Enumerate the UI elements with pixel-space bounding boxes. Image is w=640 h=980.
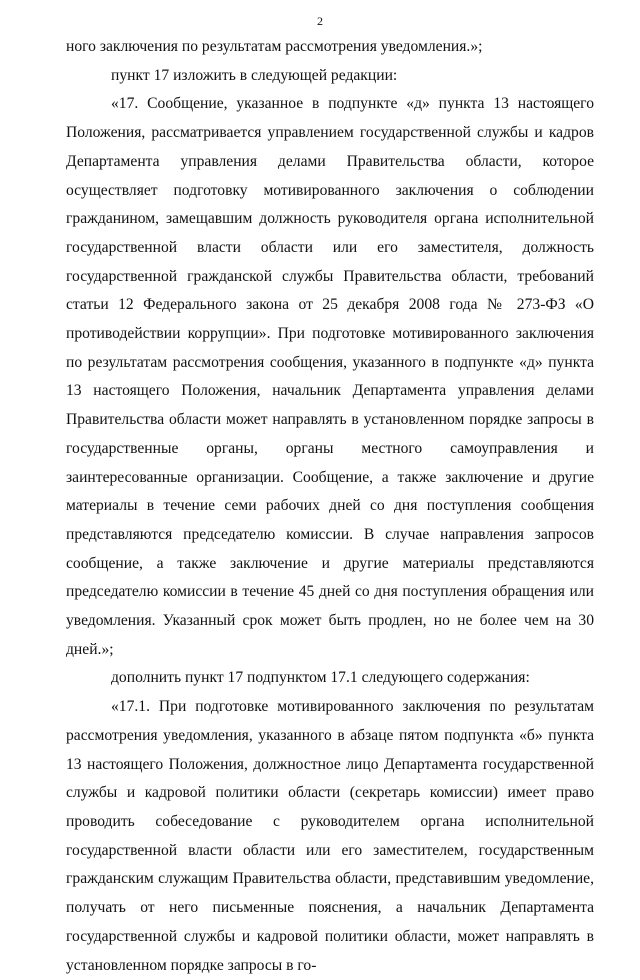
paragraph-item-17-intro: пункт 17 изложить в следующей редакции: xyxy=(111,66,398,84)
paragraph-continuation: ного заключения по результатам рассмотрения уведомления.»; xyxy=(66,38,483,55)
paragraph-item-17-1-intro: дополнить пункт 17 подпунктом 17.1 следующего содержания: xyxy=(111,669,530,687)
paragraph-item-17-1-text: «17.1. При подготовке мотивированного заключения по результатам рассмотрения уведомления, указанного в абзаце пятом подпункта «б» пункта 13 настоящего Положения, должностное лицо Департамента государственной службы и кадровой политики области (секретарь комиссии) имеет право проводить собеседование с руководителем органа исполнительной государственной власти области или его заместителем, государственным гражданским служащим Правительства области, представившим уведомление, получать от него письменные пояснения, а начальник Департамента государственной службы и кадровой политики области, может направлять в установленном порядке запросы в го- xyxy=(66,698,594,974)
document-body xyxy=(66,33,594,980)
page-number: 2 xyxy=(317,14,323,28)
paragraph-item-17-text: «17. Сообщение, указанное в подпункте «д» пункта 13 настоящего Положения, рассматривается управлением государственной службы и кадров Департамента управления делами Правительства области, которое осуществляет подготовку мотивированного заключения о соблюдении гражданином, замещавшим должность руководителя органа исполнительной государственной власти области или его заместителя, должность государственной гражданской службы Правительства области, требований статьи 12 Федерального закона от 25 декабря 2008 года № 273-ФЗ «О противодействии коррупции». При подготовке мотивированного заключения по результатам рассмотрения сообщения, указанного в подпункте «д» пункта 13 настоящего Положения, начальник Департамента управления делами Правительства области может направлять в установленном порядке запросы в государственные органы, органы местного самоуправления и заинтересованные организации. Сообщение, а также заключение и другие материалы в течение семи рабочих дней со дня поступления сообщения представляются председателю комиссии. В случае направления запросов сообщение, а также заключение и другие материалы представляются председателю комиссии в течение 45 дней со дня поступления обращения или уведомления. Указанный срок может быть продлен, но не более чем на 30 дней.»; xyxy=(66,95,594,658)
